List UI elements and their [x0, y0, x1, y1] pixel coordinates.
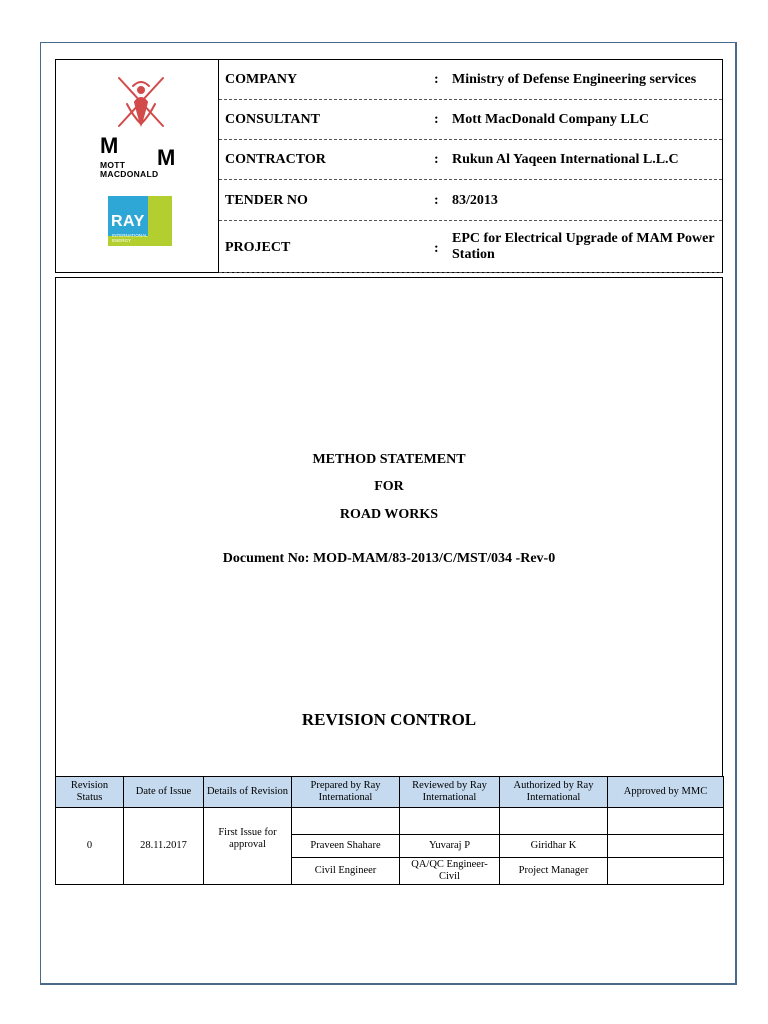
project-value: EPC for Electrical Upgrade of MAM Power Station	[452, 231, 715, 262]
project-label: PROJECT	[225, 240, 291, 255]
row-divider	[219, 220, 722, 221]
cell-details-of-revision: First Issue for approval	[204, 808, 292, 885]
tender-colon: :	[434, 193, 439, 208]
consultant-value: Mott MacDonald Company LLC	[452, 112, 650, 127]
title-line2: FOR	[374, 479, 404, 494]
cell-authorized-role: Project Manager	[500, 858, 608, 885]
header-details-of-revision: Details of Revision	[204, 777, 292, 808]
header-reviewed-by: Reviewed by Ray International	[400, 777, 500, 808]
header-approved-by: Approved by MMC	[608, 777, 724, 808]
header-prepared-by: Prepared by Ray International	[292, 777, 400, 808]
contractor-label: CONTRACTOR	[225, 152, 326, 167]
body-box	[55, 277, 723, 777]
cell-reviewed-name: Yuvaraj P	[400, 835, 500, 858]
ray-logo	[108, 196, 172, 246]
table-row	[56, 808, 724, 835]
cell-prepared-name: Praveen Shahare	[292, 835, 400, 858]
company-colon: :	[434, 72, 439, 87]
cell-approved-role	[608, 858, 724, 885]
mm-text-line2: MACDONALD	[100, 169, 159, 179]
cell-authorized-name: Giridhar K	[500, 835, 608, 858]
row-divider	[219, 139, 722, 140]
cell-revision-status: 0	[56, 808, 124, 885]
mm-text-line1: MOTT	[100, 160, 126, 170]
row-divider	[219, 179, 722, 180]
mott-macdonald-logo	[100, 133, 182, 180]
table-header-row	[56, 777, 724, 808]
contractor-colon: :	[434, 152, 439, 167]
cell-reviewed-role: QA/QC Engineer-Civil	[400, 858, 500, 885]
row-divider	[219, 272, 722, 273]
header-divider	[218, 59, 219, 273]
cell-approved-name	[608, 835, 724, 858]
project-colon: :	[434, 241, 439, 256]
header-authorized-by: Authorized by Ray International	[500, 777, 608, 808]
tender-value: 83/2013	[452, 193, 498, 208]
consultant-colon: :	[434, 112, 439, 127]
title-line3: ROAD WORKS	[339, 507, 439, 522]
document-number: Document No: MOD-MAM/83-2013/C/MST/034 -Rev-0	[222, 551, 556, 566]
cell-approved-signature	[608, 808, 724, 835]
cell-prepared-signature	[292, 808, 400, 835]
ray-sub-line2: ENERGY	[112, 238, 132, 243]
cell-authorized-signature	[500, 808, 608, 835]
title-line1: METHOD STATEMENT	[312, 452, 466, 467]
ray-sub-line1: INTERNATIONAL	[112, 233, 148, 238]
contractor-value: Rukun Al Yaqeen International L.L.C	[452, 152, 679, 167]
ray-logo-subtext	[112, 233, 148, 243]
company-label: COMPANY	[225, 72, 298, 87]
revision-table	[55, 776, 724, 885]
header-revision-status: Revision Status	[56, 777, 124, 808]
row-divider	[219, 99, 722, 100]
company-value: Ministry of Defense Engineering services	[452, 72, 697, 87]
cell-prepared-role: Civil Engineer	[292, 858, 400, 885]
mm-letter-left: M	[100, 133, 119, 158]
tender-label: TENDER NO	[225, 193, 308, 208]
khanjar-emblem-icon	[113, 72, 169, 132]
ray-logo-text: RAY	[111, 213, 145, 230]
mm-letter-right: M	[157, 145, 176, 170]
revision-control-heading: REVISION CONTROL	[301, 710, 477, 729]
cell-reviewed-signature	[400, 808, 500, 835]
consultant-label: CONSULTANT	[225, 112, 320, 127]
emblem-logo	[113, 72, 169, 137]
cell-date-of-issue: 28.11.2017	[124, 808, 204, 885]
header-date-of-issue: Date of Issue	[124, 777, 204, 808]
